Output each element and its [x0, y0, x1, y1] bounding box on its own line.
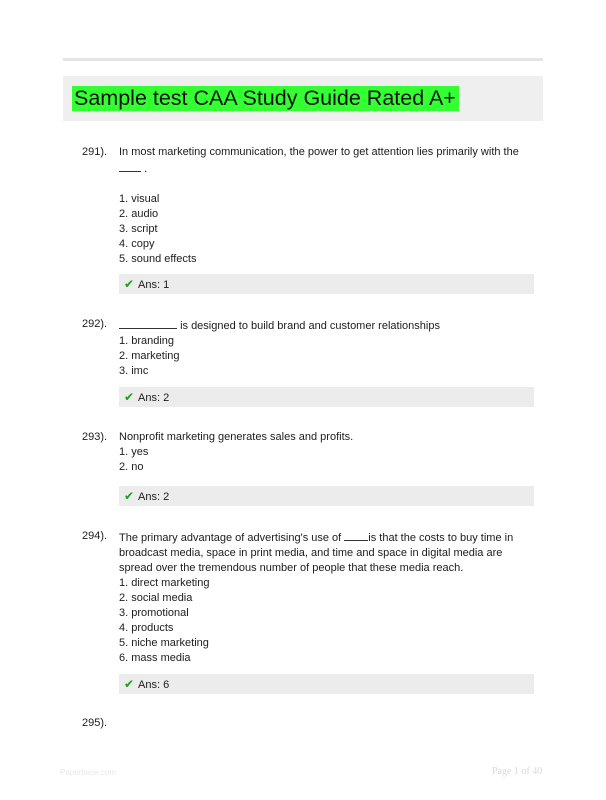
option: 4. products	[119, 622, 174, 634]
question-number: 295).	[82, 717, 108, 729]
footer-watermark: Paperbase.com	[60, 768, 117, 777]
option: 6. mass media	[119, 652, 191, 664]
answer-bar	[119, 274, 534, 294]
option-list	[119, 445, 539, 475]
question-text	[119, 529, 539, 576]
question-number: 293).	[82, 431, 108, 443]
option-list	[119, 576, 539, 666]
option: 2. social media	[119, 592, 193, 604]
answer-blank	[344, 529, 368, 541]
answer-label: Ans: 1	[138, 279, 170, 291]
option: 1. visual	[119, 193, 160, 205]
option: 3. promotional	[119, 607, 189, 619]
option: 2. audio	[119, 208, 159, 220]
option: 2. marketing	[119, 350, 180, 362]
option: 1. branding	[119, 335, 175, 347]
check-icon: ✔	[124, 489, 135, 503]
answer-label: Ans: 2	[138, 491, 170, 503]
question-body	[119, 145, 539, 267]
option-list	[119, 334, 539, 379]
question-text	[119, 145, 539, 177]
option: 1. direct marketing	[119, 577, 210, 589]
option: 5. niche marketing	[119, 637, 209, 649]
answer-blank	[119, 160, 141, 172]
question-text-part: .	[144, 163, 148, 175]
answer-bar	[119, 486, 534, 506]
answer-label: Ans: 6	[138, 679, 170, 691]
title-banner	[63, 76, 543, 121]
answer-label: Ans: 2	[138, 392, 170, 404]
option-list	[119, 192, 539, 267]
answer-blank	[119, 317, 177, 329]
question-text	[119, 317, 539, 334]
option: 5. sound effects	[119, 253, 197, 265]
question-text-part: is designed to build brand and customer relationships	[180, 320, 440, 332]
question-number: 292).	[82, 318, 108, 330]
option: 3. imc	[119, 365, 149, 377]
page-indicator: Page 1 of 40	[492, 766, 543, 777]
question-body	[119, 317, 539, 379]
question-number: 294).	[82, 530, 108, 542]
answer-bar	[119, 387, 534, 407]
question-text-part: is that the costs to buy time in broadcast media, space in print media, and time and space in digital media are spread over the tremendous number of people that these media reach.	[119, 532, 514, 574]
check-icon: ✔	[124, 677, 135, 691]
option: 1. yes	[119, 446, 149, 458]
top-divider	[63, 58, 543, 61]
question-text-part: In most marketing communication, the power to get attention lies primarily with the	[119, 146, 519, 158]
question-body	[119, 430, 539, 475]
question-body	[119, 529, 539, 666]
option: 4. copy	[119, 238, 155, 250]
option: 3. script	[119, 223, 158, 235]
answer-bar	[119, 674, 534, 694]
option: 2. no	[119, 461, 144, 473]
question-text: Nonprofit marketing generates sales and profits.	[119, 431, 354, 443]
check-icon: ✔	[124, 390, 135, 404]
document-title: Sample test CAA Study Guide Rated A+	[72, 86, 459, 111]
check-icon: ✔	[124, 277, 135, 291]
question-number: 291).	[82, 146, 108, 158]
question-text-part: The primary advantage of advertising's use of	[119, 532, 342, 544]
